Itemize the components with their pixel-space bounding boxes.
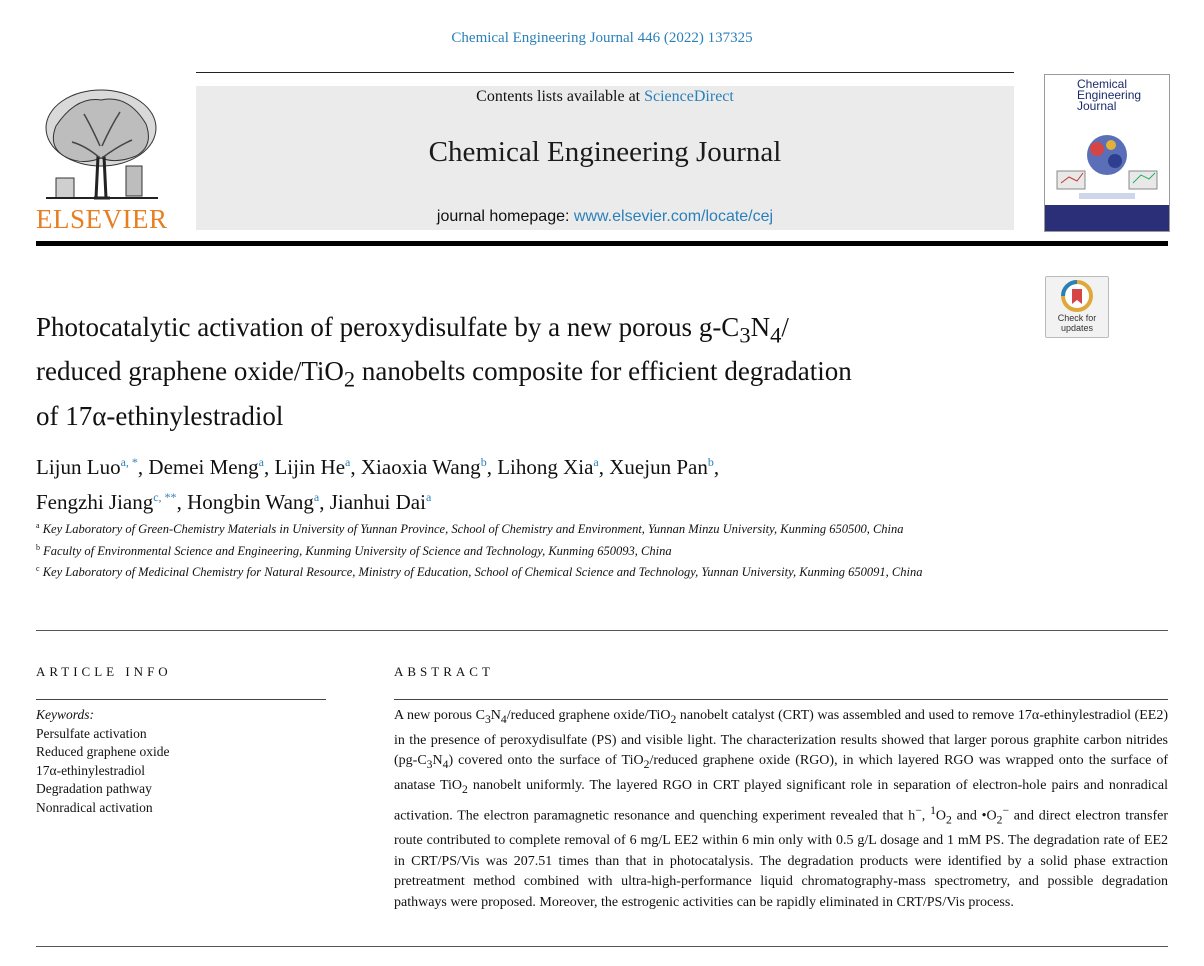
affiliation-item [36, 560, 1026, 582]
author-affiliation-marker[interactable]: c, ** [153, 490, 177, 504]
abstract-text: nanobelt catalyst (CRT) was assembled and used to remove 17α-ethinylestradiol (EE2) in the presence of peroxydisulfate (PS) and visible light. The characterization results showed that larger porous graphite carbon nitrides (pg-C [394, 708, 1168, 769]
abstract-subscript: 2 [946, 813, 952, 827]
abstract-text: O [935, 808, 947, 824]
author-affiliation-marker[interactable]: b [480, 455, 487, 469]
article-info-heading: ARTICLE INFO [36, 664, 172, 679]
article-info-rule [36, 699, 326, 700]
author-affiliation-marker[interactable]: a [313, 490, 320, 504]
abstract-text: and •O [951, 808, 997, 824]
check-for-updates-badge[interactable] [1045, 276, 1109, 338]
author-name[interactable]: Fengzhi Jiang [36, 490, 154, 514]
author-name[interactable]: Jianhui Dai [329, 490, 426, 514]
author-affiliation-marker[interactable]: a [258, 455, 264, 469]
affiliation-key: b [36, 542, 40, 552]
check-label-line: Check for [1057, 313, 1097, 323]
author-list [36, 447, 1036, 517]
check-for-updates-icon [1046, 277, 1108, 313]
contents-availability [196, 88, 1014, 106]
abstract-subscript: 4 [500, 712, 507, 726]
author-name[interactable]: Xiaoxia Wang [360, 455, 481, 479]
keyword-item[interactable]: 17α-ethinylestradiol [36, 762, 146, 778]
abstract-superscript: − [1002, 803, 1010, 817]
homepage-prefix: journal homepage: [436, 208, 574, 225]
abstract-text: N [490, 708, 501, 723]
author-affiliation-marker[interactable]: a, * [120, 455, 138, 469]
author-name[interactable]: Lijin He [274, 455, 346, 479]
author-separator: , [137, 455, 149, 479]
title-text: / [781, 312, 789, 342]
abstract-subscript: 3 [426, 758, 433, 772]
keyword-item[interactable]: Persulfate activation [36, 725, 147, 741]
affiliation-item [36, 539, 1026, 561]
author-separator: , [263, 455, 275, 479]
cover-title-line: Engineering [1077, 88, 1142, 102]
publisher-wordmark: ELSEVIER [36, 204, 168, 234]
author-separator: , [713, 455, 720, 479]
author-name[interactable]: Hongbin Wang [187, 490, 314, 514]
affiliation-text: Key Laboratory of Green-Chemistry Materials in University of Yunnan Province, School of Chemistry and Environment, Yunnan Minzu University, Kunming 650500, China [42, 522, 904, 537]
affiliation-text: Key Laboratory of Medicinal Chemistry for Natural Resource, Ministry of Education, School of Chemical Science and Technology, Yunnan University, Kunming 650091, China [42, 565, 923, 580]
affiliation-item [36, 517, 1026, 539]
cover-title-line: Journal [1077, 99, 1117, 113]
header-divider [196, 72, 1014, 73]
abstract-subscript: 2 [670, 712, 677, 726]
cover-footer-band [1045, 205, 1169, 231]
author-name[interactable]: Xuejun Pan [609, 455, 708, 479]
abstract-subscript: 2 [643, 758, 650, 772]
abstract-subscript: 2 [462, 782, 468, 796]
title-subscript: 2 [343, 366, 356, 392]
author-affiliation-marker[interactable]: b [707, 455, 714, 469]
title-subscript: 3 [739, 322, 751, 348]
keyword-item[interactable]: Reduced graphene oxide [36, 744, 170, 760]
abstract-text: , [921, 808, 931, 824]
abstract-text: /reduced graphene oxide (RGO), in which layered RGO was wrapped onto the surface of anatase TiO [394, 753, 1168, 793]
contents-prefix: Contents lists available at [476, 88, 645, 105]
homepage-link[interactable]: www.elsevier.com/locate/cej [573, 208, 774, 225]
author-separator: , [486, 455, 498, 479]
article-title [36, 309, 1036, 434]
cover-title-line: Chemical [1077, 77, 1128, 91]
author-affiliation-marker[interactable]: a [593, 455, 599, 469]
abstract-text: /reduced graphene oxide/TiO [506, 708, 671, 723]
keywords-block [36, 706, 336, 818]
affiliation-key: c [36, 564, 40, 574]
section-divider [36, 630, 1168, 631]
abstract-body [394, 706, 1168, 914]
abstract-text: ) covered onto the surface of TiO [448, 753, 644, 769]
keyword-item[interactable]: Degradation pathway [36, 781, 152, 797]
abstract-rule [394, 699, 1168, 700]
abstract-text: nanobelt uniformly. The layered RGO in CRT played significant role in separation of electron-hole pairs and nonradical activation. The electron paramagnetic resonance and quenching experiment revealed that h [394, 777, 1169, 824]
journal-cover-thumbnail[interactable] [1044, 74, 1170, 232]
journal-citation[interactable]: Chemical Engineering Journal 446 (2022) 137325 [451, 30, 753, 46]
author-affiliation-marker[interactable]: a [345, 455, 351, 469]
abstract-heading: ABSTRACT [394, 664, 494, 679]
affiliation-key: a [36, 521, 40, 530]
abstract-text: N [432, 753, 443, 769]
author-separator: , [350, 455, 361, 479]
abstract-subscript: 3 [484, 712, 491, 726]
keywords-label: Keywords: [36, 707, 94, 722]
title-text: nanobelts composite for efficient degradation [355, 356, 852, 387]
author-separator: , [176, 490, 188, 514]
journal-homepage [196, 208, 1014, 226]
check-for-updates-label [1046, 313, 1108, 333]
affiliation-list [36, 517, 1026, 582]
title-text: of 17α-ethinylestradiol [36, 400, 284, 431]
author-name[interactable]: Lijun Luo [36, 455, 121, 479]
affiliation-text: Faculty of Environmental Science and Engineering, Kunming University of Science and Technology, Kunming 650093, China [43, 543, 672, 558]
abstract-superscript: − [915, 803, 922, 817]
abstract-subscript: 4 [442, 758, 449, 772]
author-separator: , [598, 455, 610, 479]
author-name[interactable]: Demei Meng [148, 455, 259, 479]
cover-title [1077, 79, 1141, 112]
author-name[interactable]: Lihong Xia [497, 455, 594, 479]
abstract-text: A new porous C [394, 708, 485, 723]
title-subscript: 4 [770, 322, 782, 348]
cover-artwork [1049, 127, 1165, 203]
author-separator: , [319, 490, 330, 514]
abstract-text: and direct electron transfer route contributed to complete removal of 6 mg/L EE2 within 6 min only with 0.5 g/L dosage and 1 mM PS. The degradation rate of EE2 in CRT/PS/Vis was 207.51 times than that in photocatalysis. The degradation products were identified by a solid phase extraction pretreatment method combined with ultra-high-performance liquid chromatography-mass spectrometry, and possible degradation pathways were proposed. Moreover, the estrogenic activities can be rapidly eliminated in CRT/PS/Vis process. [394, 808, 1168, 911]
title-text: reduced graphene oxide/TiO [36, 356, 344, 387]
abstract-subscript: 2 [996, 813, 1003, 827]
footer-divider [36, 946, 1168, 947]
sciencedirect-link[interactable]: ScienceDirect [644, 88, 734, 105]
abstract-superscript: 1 [930, 803, 936, 817]
check-label-line: updates [1060, 323, 1094, 333]
title-text: Photocatalytic activation of peroxydisulfate by a new porous g-C [36, 312, 740, 342]
journal-name: Chemical Engineering Journal [428, 136, 782, 168]
title-text: N [750, 312, 771, 342]
keyword-item[interactable]: Nonradical activation [36, 799, 153, 815]
author-affiliation-marker[interactable]: a [425, 490, 432, 504]
masthead-thick-rule [36, 241, 1168, 246]
